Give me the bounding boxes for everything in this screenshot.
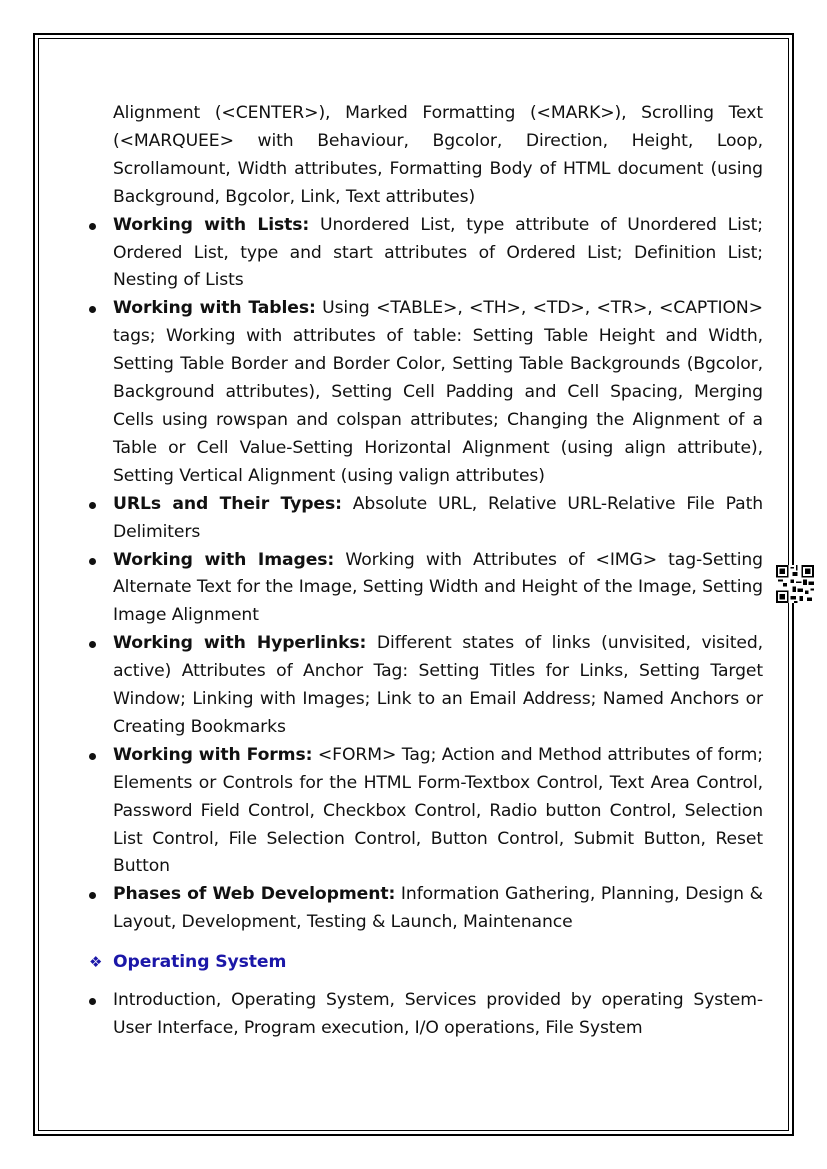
list-item (87, 295, 763, 490)
topic-text: Unordered List, type attribute of Unordered List; Ordered List, type and start attributes of Ordered List; Definition List; Nesting of Lists (113, 214, 763, 291)
list-item (87, 742, 763, 882)
bullet-icon (89, 998, 96, 1005)
diamond-icon: ❖ (89, 953, 103, 972)
section-list (87, 987, 763, 1043)
topic-text: Introduction, Operating System, Services provided by operating System-User Interface, Program execution, I/O operations, File System (113, 990, 763, 1038)
bullet-icon (89, 502, 96, 509)
list-item (87, 212, 763, 296)
topic-text: Information Gathering, Planning, Design & Layout, Development, Testing & Launch, Maintenance (113, 884, 763, 933)
topic-text: Using <TABLE>, <TH>, <TD>, <TR>, <CAPTION> tags; Working with attributes of table: Setting Table Height and Width, Setting Table Border and Border Color, Setting Table Backgrounds (Bgcolor, Background attributes), Setting Cell Padding and Cell Spacing, Merging Cells using rowspan and colspan attributes; Changing the Alignment of a Table or Cell Value-Setting Horizontal Alignment (using align attribute), Setting Vertical Alignment (using valign attributes) (113, 298, 763, 486)
document-body (87, 100, 763, 1043)
topic-term: URLs and Their Types: (113, 493, 342, 514)
topic-term: Working with Forms: (113, 744, 313, 765)
continuation-paragraph: Alignment (<CENTER>), Marked Formatting (<MARK>), Scrolling Text (<MARQUEE> with Behaviour, Bgcolor, Direction, Height, Loop, Scrollamount, Width attributes, Formatting Body of HTML document (using Background, Bgcolor, Link, Text attributes) (113, 103, 763, 207)
topic-term: Working with Images: (113, 549, 335, 570)
topic-text: Absolute URL, Relative URL-Relative File Path Delimiters (113, 493, 763, 542)
topic-term: Working with Hyperlinks: (113, 633, 367, 654)
bullet-icon (89, 892, 96, 899)
qr-code-icon[interactable] (776, 565, 814, 603)
topic-text: Different states of links (unvisited, visited, active) Attributes of Anchor Tag: Setting Titles for Links, Setting Target Window; Linking with Images; Link to an Email Address; Named Anchors or Creating Bookmarks (113, 633, 764, 737)
list-item (87, 630, 763, 742)
bullet-icon (89, 753, 96, 760)
bullet-icon (89, 558, 96, 565)
list-item (87, 547, 763, 631)
bullet-icon (89, 306, 96, 313)
topic-term: Working with Lists: (113, 214, 310, 235)
topic-text: Working with Attributes of <IMG> tag-Setting Alternate Text for the Image, Setting Width and Height of the Image, Setting Image Alignment (113, 549, 763, 626)
bullet-icon (89, 223, 96, 230)
topic-list (87, 212, 763, 938)
topic-term: Phases of Web Development: (113, 884, 396, 905)
section-heading-text: Operating System (113, 952, 287, 973)
topic-text: <FORM> Tag; Action and Method attributes of form; Elements or Controls for the HTML Form-Textbox Control, Text Area Control, Password Field Control, Checkbox Control, Radio button Control, Selection List Control, File Selection Control, Button Control, Submit Button, Reset Button (113, 744, 764, 877)
topic-term: Working with Tables: (113, 298, 316, 319)
list-item (87, 881, 763, 937)
bullet-icon (89, 641, 96, 648)
list-item (87, 491, 763, 547)
list-item (87, 987, 763, 1043)
section-heading (87, 949, 763, 977)
